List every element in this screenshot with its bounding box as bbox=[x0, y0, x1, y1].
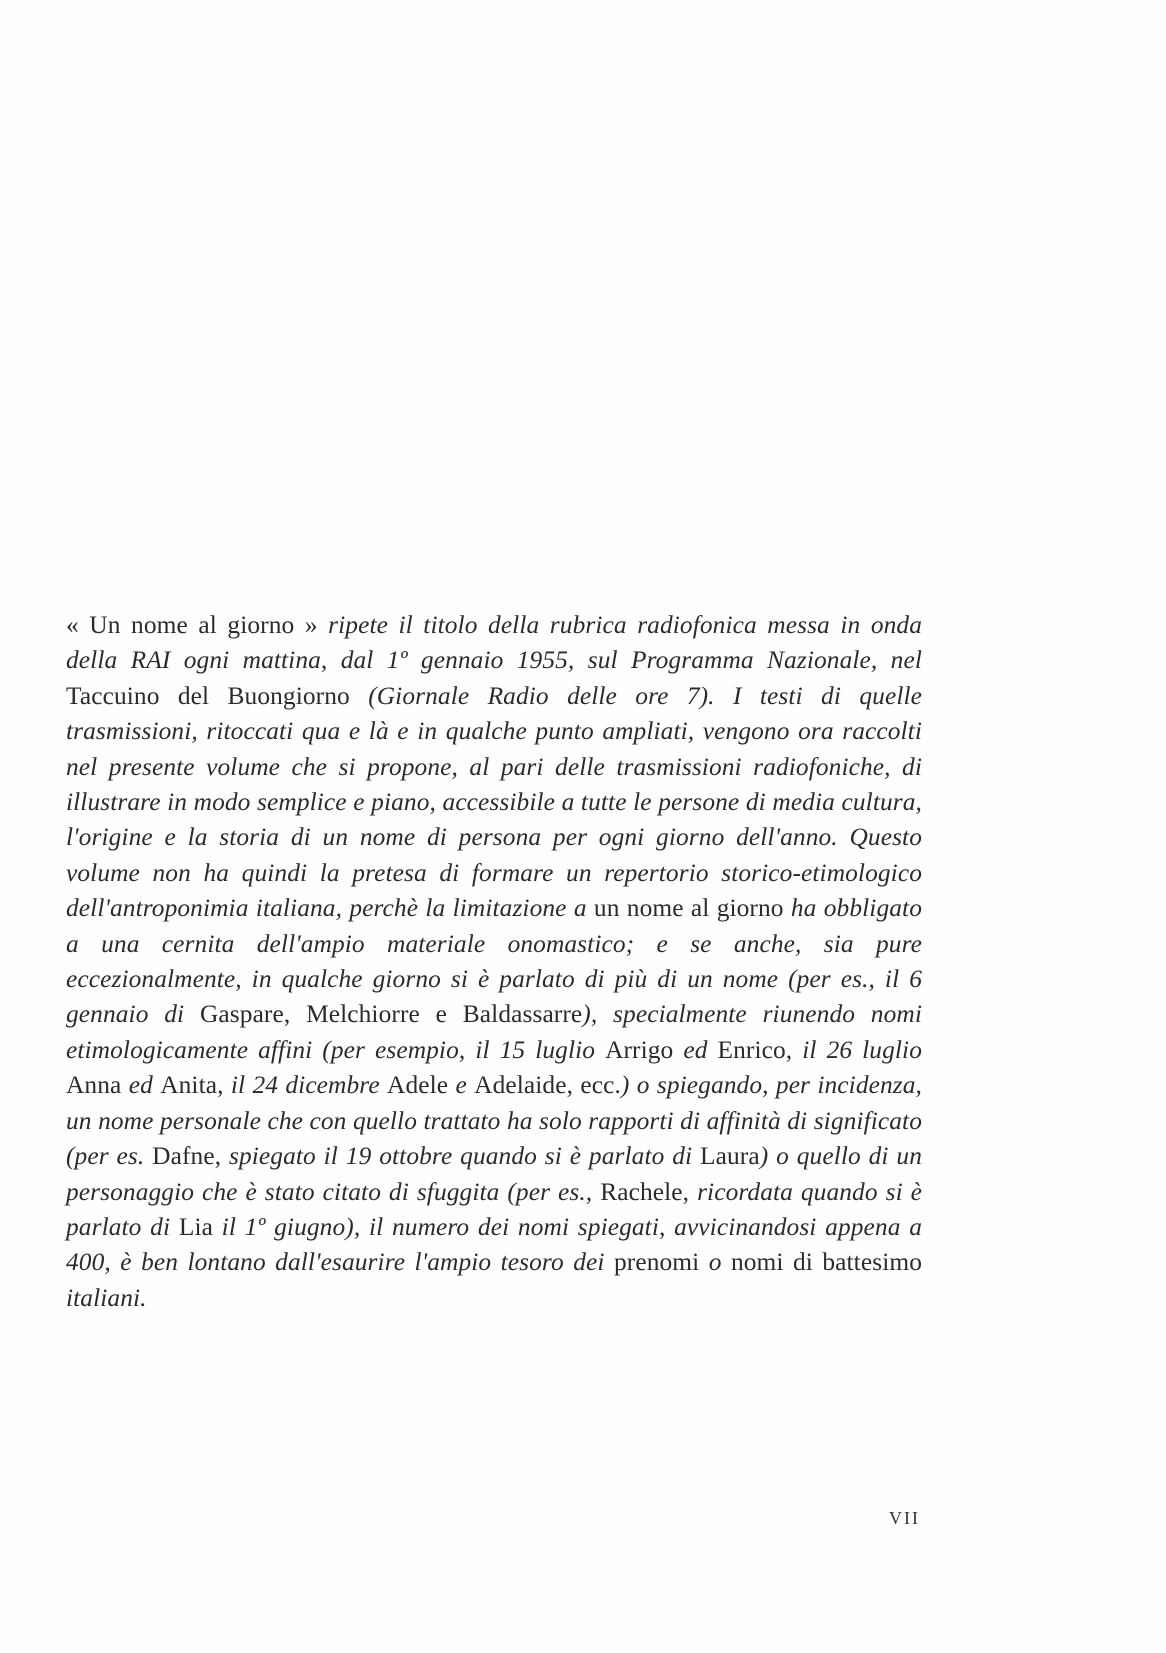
italic-run: ogni mattina, dal 1º gennaio 1955, sul Programma Nazionale, nel bbox=[170, 646, 923, 675]
roman-run: Dafne, bbox=[152, 1142, 229, 1171]
roman-run: Rachele, bbox=[600, 1177, 698, 1206]
roman-run: Adele bbox=[387, 1071, 456, 1100]
roman-run: Anita, bbox=[160, 1071, 231, 1100]
preface-paragraph bbox=[66, 608, 922, 1316]
roman-run: Gaspare, Melchiorre e Baldassarre bbox=[199, 1000, 583, 1029]
italic-run: ed bbox=[683, 1035, 718, 1064]
italic-run: ), specialmente riunendo nomi etimologicamente affini (per esempio, il 15 luglio bbox=[66, 1000, 922, 1064]
italic-run: o bbox=[708, 1248, 731, 1277]
italic-run: il 24 dicembre bbox=[230, 1071, 388, 1100]
italic-run: ) o quello di un personaggio che è stato citato di sfuggita (per es., bbox=[66, 1142, 922, 1206]
italic-run: ha obbligato a una cernita dell'ampio materiale onomastico; e se anche, sia pure eccezionalmente, in qualche giorno si è parlato di più di un nome (per es., il 6 gennaio di bbox=[66, 894, 922, 1029]
italic-run: il 26 luglio bbox=[802, 1035, 922, 1064]
roman-run: Arrigo bbox=[605, 1035, 684, 1064]
roman-run: un nome al giorno bbox=[593, 894, 791, 923]
roman-run: Lia bbox=[178, 1212, 222, 1241]
italic-run: spiegato il 19 ottobre quando si è parlato di bbox=[228, 1142, 701, 1171]
roman-run: nomi di battesimo bbox=[730, 1248, 922, 1277]
italic-run: (Giornale Radio delle ore 7). I testi di quelle trasmissioni, ritoccati qua e là e in qualche punto ampliati, vengono ora raccolti nel presente volume che si propone, al pari delle trasmissioni radiofoniche, di illustrare in modo semplice e piano, accessibile a tutte le persone di media cultura, l'origine e la storia di un nome di persona per ogni giorno dell'anno. Questo volume non ha quindi la pretesa di formare un repertorio storico-etimologico dell'antroponimia italiana, perchè la limitazione a bbox=[66, 681, 922, 923]
italic-run: ) o spiegando, per incidenza, un nome personale che con quello trattato ha solo rapporti di affinità di significato (per es. bbox=[66, 1071, 923, 1171]
italic-run: il 1º giugno), il numero dei nomi spiegati, avvicinandosi appena a 400, è ben lontano dall'esaurire l'ampio tesoro dei bbox=[66, 1212, 922, 1277]
roman-run: Adelaide, ecc. bbox=[474, 1071, 621, 1100]
roman-run: Laura bbox=[700, 1142, 760, 1171]
roman-run: Anna bbox=[66, 1071, 129, 1100]
roman-run: prenomi bbox=[613, 1248, 709, 1277]
italic-run: ricordata quando si è parlato di bbox=[66, 1177, 923, 1241]
italic-run: RAI bbox=[130, 646, 171, 675]
roman-run: Taccuino del Buongiorno bbox=[66, 681, 369, 710]
italic-run: ripete il titolo della rubrica radiofonica messa in onda della bbox=[66, 611, 923, 675]
roman-run: « Un nome al giorno » bbox=[66, 611, 329, 639]
italic-run: ed bbox=[128, 1071, 161, 1100]
italic-run: italiani. bbox=[66, 1283, 147, 1312]
italic-run: e bbox=[455, 1071, 475, 1100]
page-number: VII bbox=[889, 1508, 920, 1528]
roman-run: Enrico, bbox=[717, 1035, 803, 1064]
